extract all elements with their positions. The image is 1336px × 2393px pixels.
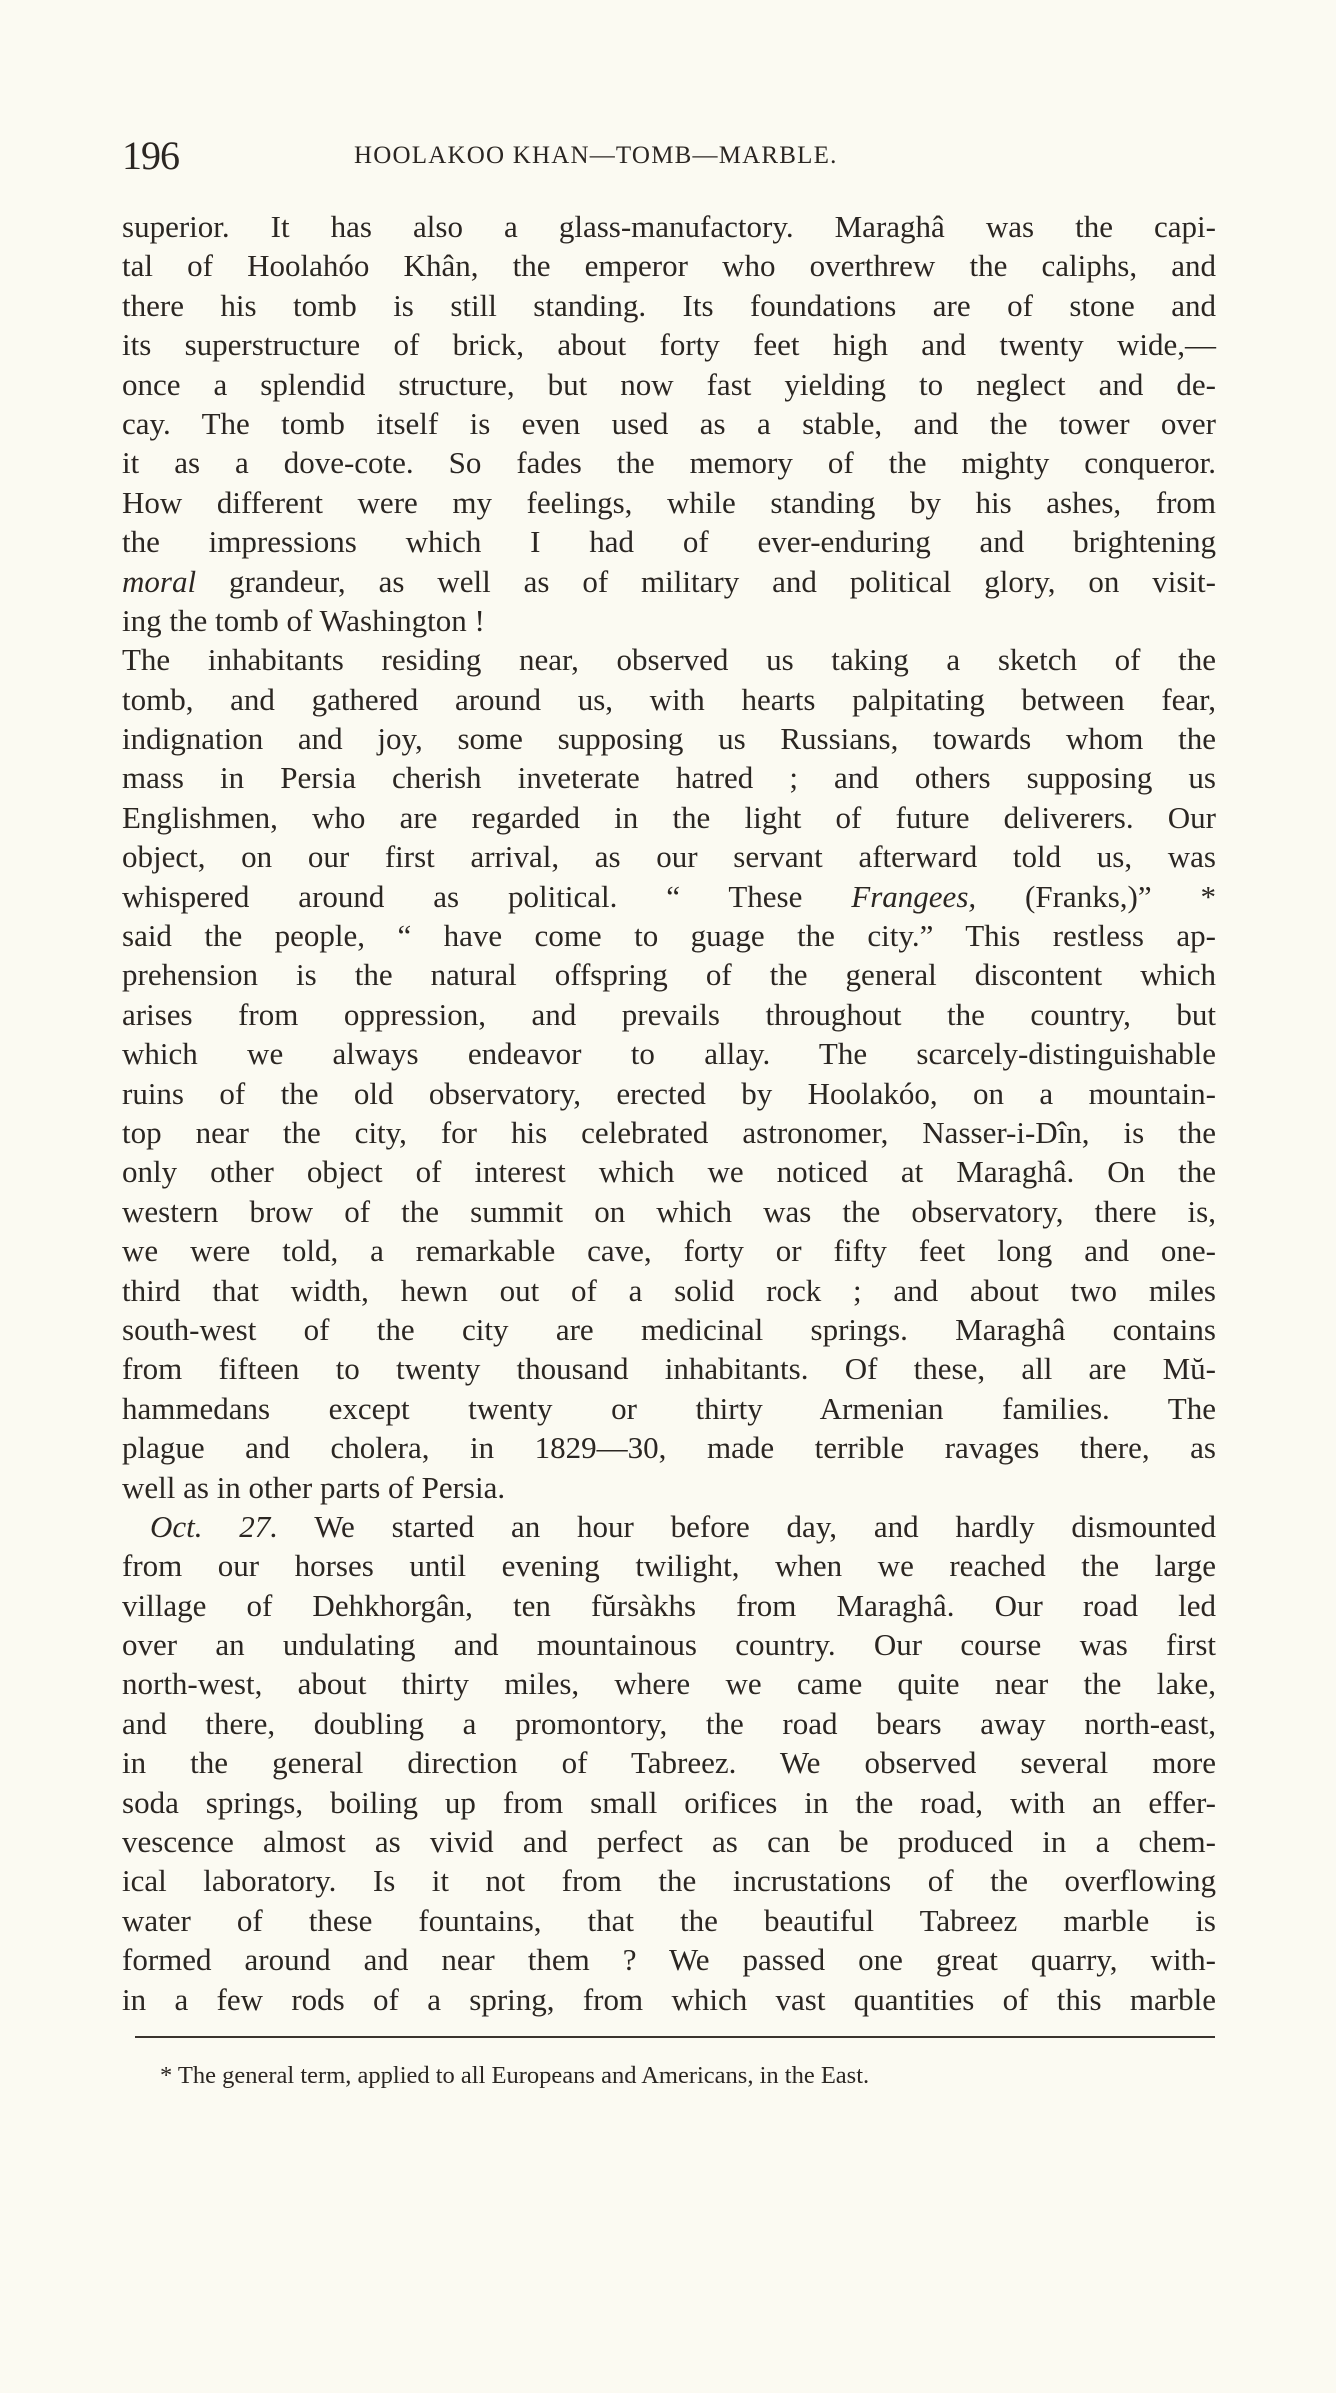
italic-text: moral (122, 563, 197, 599)
text-line (122, 1468, 1216, 1507)
text-line (122, 1861, 1216, 1900)
text-line (122, 562, 1216, 601)
text-line (122, 640, 1216, 679)
text-segment: top near the city, for his celebrated astronomer, Nasser-i-Dîn, is the (122, 1114, 1216, 1150)
text-segment: hammedans except twenty or thirty Armenian families. The (122, 1390, 1216, 1426)
text-segment: water of these fountains, that the beautiful Tabreez marble is (122, 1902, 1216, 1938)
text-line (122, 483, 1216, 522)
text-line (122, 246, 1216, 285)
text-segment: formed around and near them ? We passed one great quarry, with- (122, 1942, 1216, 1978)
text-line (122, 798, 1216, 837)
footnote: * The general term, applied to all Europeans and Americans, in the East. (160, 2062, 870, 2089)
text-line (122, 837, 1216, 876)
text-line (122, 1940, 1216, 1979)
text-line (122, 325, 1216, 364)
text-line (122, 1113, 1216, 1152)
text-line (122, 1192, 1216, 1231)
text-segment: and there, doubling a promontory, the road bears away north-east, (122, 1705, 1216, 1741)
text-line (122, 1783, 1216, 1822)
paragraph (122, 207, 1216, 640)
text-segment: The inhabitants residing near, observed us taking a sketch of the (122, 642, 1216, 678)
paragraph (122, 1507, 1216, 2019)
text-line (122, 601, 1216, 640)
paragraph (122, 640, 1216, 1507)
text-segment: from fifteen to twenty thousand inhabitants. Of these, all are Mŭ- (122, 1351, 1216, 1387)
text-segment: cay. The tomb itself is even used as a stable, and the tower over (122, 405, 1216, 441)
text-line (122, 1310, 1216, 1349)
text-segment: over an undulating and mountainous country. Our course was first (122, 1627, 1216, 1663)
text-line (122, 1546, 1216, 1585)
text-segment: from our horses until evening twilight, when we reached the large (122, 1548, 1216, 1584)
text-line (122, 1231, 1216, 1270)
text-line (122, 680, 1216, 719)
text-segment: tomb, and gathered around us, with hearts palpitating between fear, (122, 681, 1216, 717)
text-segment: ical laboratory. Is it not from the incrustations of the overflowing (122, 1863, 1216, 1899)
text-line (122, 1507, 1216, 1546)
text-line (122, 1901, 1216, 1940)
text-line (122, 1271, 1216, 1310)
text-line (122, 1664, 1216, 1703)
text-segment: in a few rods of a spring, from which vast quantities of this marble (122, 1981, 1216, 2017)
text-segment: in the general direction of Tabreez. We observed several more (122, 1745, 1216, 1781)
text-segment: only other object of interest which we noticed at Maraghâ. On the (122, 1154, 1216, 1190)
text-segment: tal of Hoolahóo Khân, the emperor who overthrew the caliphs, and (122, 248, 1216, 284)
text-line (122, 758, 1216, 797)
text-segment: it as a dove-cote. So fades the memory of the mighty conqueror. (122, 445, 1216, 481)
text-segment: north-west, about thirty miles, where we came quite near the lake, (122, 1666, 1216, 1702)
text-segment: indignation and joy, some supposing us Russians, towards whom the (122, 721, 1216, 757)
text-segment: How different were my feelings, while standing by his ashes, from (122, 484, 1216, 520)
text-segment: whispered around as political. “ These (122, 878, 852, 914)
text-segment: its superstructure of brick, about forty feet high and twenty wide,— (122, 327, 1216, 363)
text-line (122, 1034, 1216, 1073)
text-line (122, 877, 1216, 916)
text-line (122, 916, 1216, 955)
text-segment: there his tomb is still standing. Its foundations are of stone and (122, 287, 1216, 323)
running-head: HOOLAKOO KHAN—TOMB—MARBLE. (354, 142, 838, 169)
text-line (122, 1152, 1216, 1191)
text-line (122, 1586, 1216, 1625)
text-line (122, 522, 1216, 561)
text-segment: arises from oppression, and prevails throughout the country, but (122, 996, 1216, 1032)
text-segment: grandeur, as well as of military and political glory, on visit- (196, 563, 1216, 599)
text-line (122, 1074, 1216, 1113)
italic-text: Frangees, (851, 878, 977, 914)
text-line (122, 207, 1216, 246)
text-segment: We started an hour before day, and hardly dismounted (278, 1508, 1217, 1544)
text-segment: (Franks,)” * (976, 878, 1216, 914)
text-line (122, 1625, 1216, 1664)
text-segment: south-west of the city are medicinal springs. Maraghâ contains (122, 1311, 1216, 1347)
text-line (122, 365, 1216, 404)
text-segment: village of Dehkhorgân, ten fŭrsàkhs from Maraghâ. Our road led (122, 1587, 1216, 1623)
text-segment: said the people, “ have come to guage the city.” This restless ap- (122, 918, 1216, 954)
text-segment: once a splendid structure, but now fast yielding to neglect and de- (122, 366, 1216, 402)
text-line (122, 1349, 1216, 1388)
text-segment: prehension is the natural offspring of the general discontent which (122, 957, 1216, 993)
text-segment: ing the tomb of Washington ! (122, 602, 485, 638)
text-segment: object, on our first arrival, as our servant afterward told us, was (122, 839, 1216, 875)
text-segment: Englishmen, who are regarded in the light of future deliverers. Our (122, 799, 1216, 835)
text-line (122, 286, 1216, 325)
body-text (122, 207, 1216, 2019)
text-segment: soda springs, boiling up from small orifices in the road, with an effer- (122, 1784, 1216, 1820)
text-segment: vescence almost as vivid and perfect as can be produced in a chem- (122, 1824, 1216, 1860)
text-line (122, 1704, 1216, 1743)
text-segment: western brow of the summit on which was the observatory, there is, (122, 1193, 1216, 1229)
italic-text: Oct. 27. (150, 1508, 279, 1544)
text-segment: ruins of the old observatory, erected by Hoolakóo, on a mountain- (122, 1075, 1216, 1111)
text-segment: superior. It has also a glass-manufactory. Maraghâ was the capi- (122, 209, 1216, 244)
text-segment: mass in Persia cherish inveterate hatred ; and others supposing us (122, 760, 1216, 796)
text-line (122, 995, 1216, 1034)
text-line (122, 1980, 1216, 2019)
text-line (122, 955, 1216, 994)
text-segment: plague and cholera, in 1829—30, made terrible ravages there, as (122, 1430, 1216, 1466)
text-line (122, 1428, 1216, 1467)
text-line (122, 443, 1216, 482)
text-segment: well as in other parts of Persia. (122, 1469, 506, 1505)
text-segment: which we always endeavor to allay. The scarcely-distinguishable (122, 1036, 1216, 1072)
text-line (122, 1743, 1216, 1782)
text-segment: we were told, a remarkable cave, forty or fifty feet long and one- (122, 1233, 1216, 1269)
footnote-rule (135, 2036, 1215, 2038)
text-line (122, 404, 1216, 443)
text-line (122, 1389, 1216, 1428)
text-segment: the impressions which I had of ever-enduring and brightening (122, 524, 1216, 560)
text-line (122, 1822, 1216, 1861)
text-line (122, 719, 1216, 758)
text-segment: third that width, hewn out of a solid rock ; and about two miles (122, 1272, 1216, 1308)
page-number: 196 (122, 133, 179, 178)
